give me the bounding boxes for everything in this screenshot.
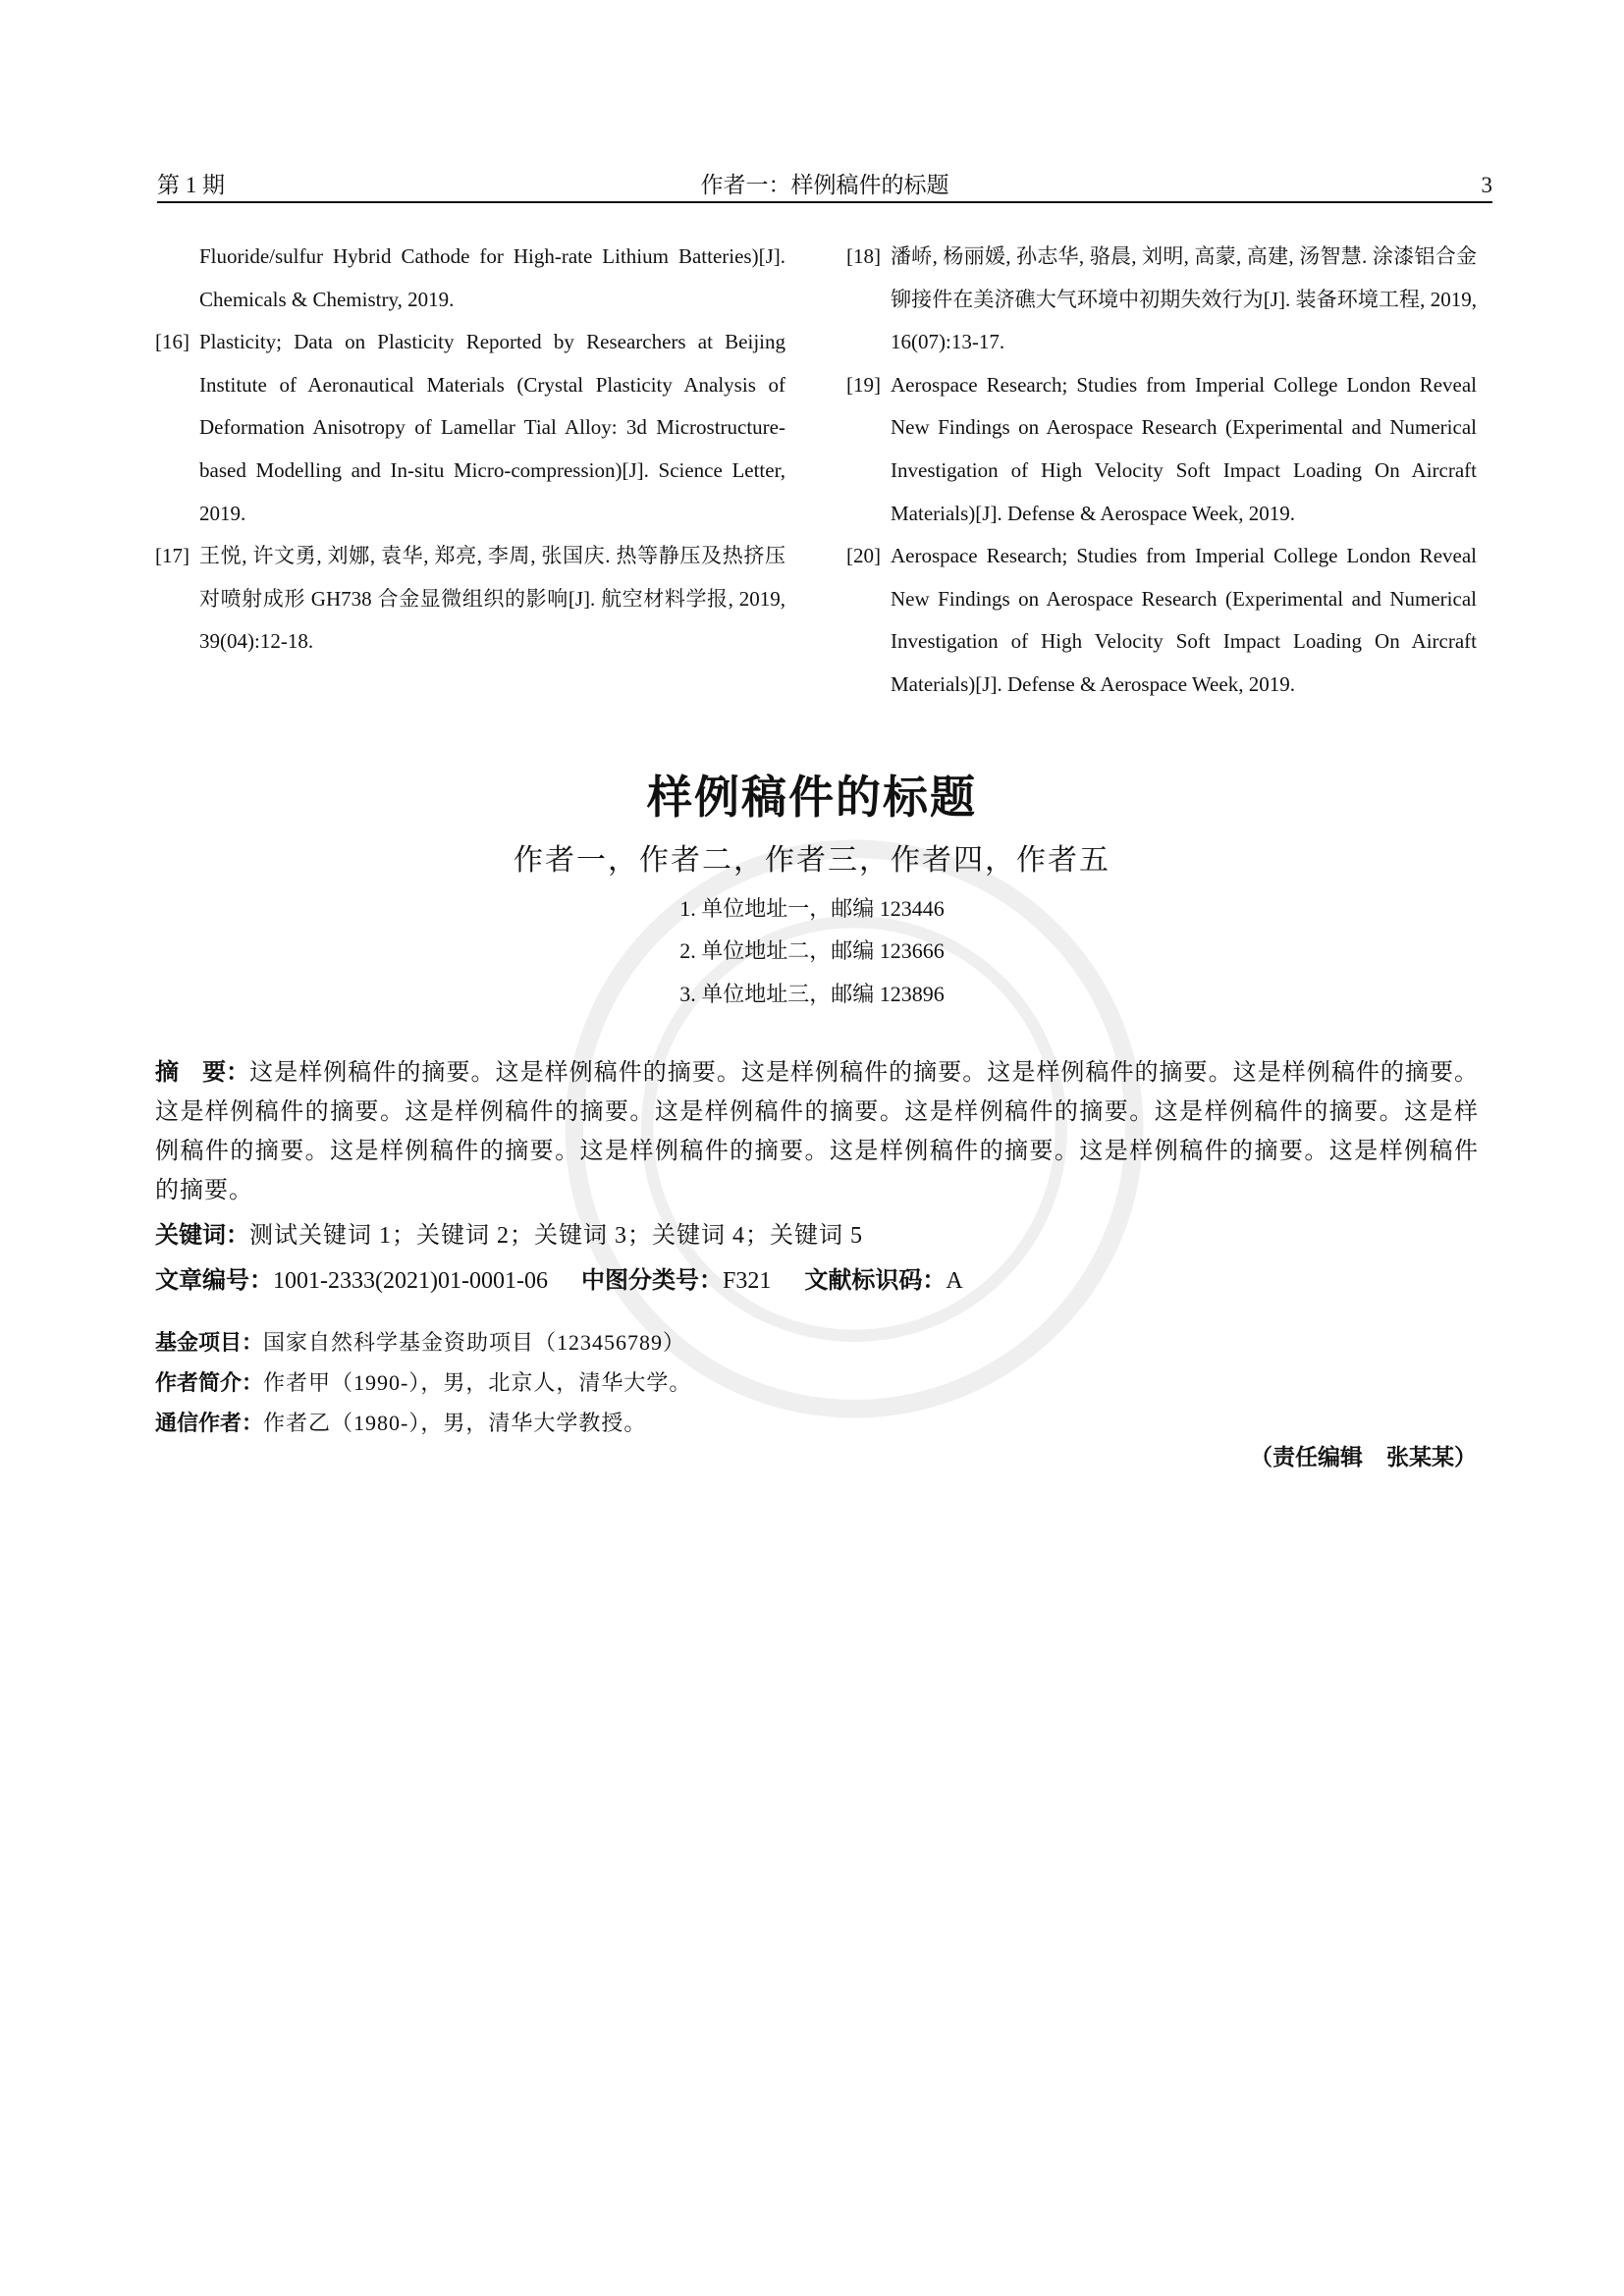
- running-title: 作者一：样例稿件的标题: [700, 173, 949, 197]
- author-bio-text: 作者甲（1990-），男，北京人，清华大学。: [263, 1370, 692, 1395]
- reference-item: [155, 321, 785, 535]
- author-bio-label: 作者简介：: [155, 1371, 264, 1396]
- keywords-text: 测试关键词 1；关键词 2；关键词 3；关键词 4；关键词 5: [249, 1223, 863, 1249]
- references-right-column: [846, 236, 1477, 707]
- reference-text: Aerospace Research; Studies from Imperial College London Reveal New Findings on Aerospace Research (Experimental and Numerical Investigation of High Velocity Soft Impact Loading On Aircraft Materials)[J]. Defense & Aerospace Week, 2019.: [891, 372, 1477, 525]
- affiliation-1: 1. 单位地址一，邮编 123446: [679, 896, 945, 921]
- issue-label: 第 1 期: [157, 173, 225, 197]
- reference-number: [18]: [846, 244, 881, 268]
- running-header: [157, 171, 1492, 200]
- article-number-label: 文章编号：: [155, 1266, 273, 1294]
- keywords-label: 关键词：: [155, 1221, 249, 1249]
- corresponding-author-label: 通信作者：: [155, 1412, 264, 1436]
- abstract-text: 这是样例稿件的摘要。这是样例稿件的摘要。这是样例稿件的摘要。这是样例稿件的摘要。这是样例稿件的摘要。这是样例稿件的摘要。这是样例稿件的摘要。这是样例稿件的摘要。这是样例稿件的摘要。这是样例稿件的摘要。这是样例稿件的摘要。这是样例稿件的摘要。这是样例稿件的摘要。这是样例稿件的摘要。这是样例稿件的摘要。这是样例稿件的摘要。: [155, 1060, 1480, 1203]
- affiliation-2: 2. 单位地址二，邮编 123666: [679, 938, 945, 963]
- reference-item: [846, 236, 1477, 364]
- clc-code: F321: [722, 1268, 772, 1294]
- clc-group: [581, 1268, 771, 1294]
- keywords-line: [155, 1219, 863, 1252]
- reference-number: [17]: [155, 544, 189, 568]
- editor-name: 张某某）: [1386, 1445, 1477, 1470]
- abstract-label: 摘 要：: [155, 1058, 250, 1086]
- reference-text: Plasticity; Data on Plasticity Reported by Researchers at Beijing Institute of Aeronautical Materials (Crystal Plasticity Analysis of Deformation Anisotropy of Lamellar Tial Alloy: 3d Microstructure-based Modelling and In-situ Micro-compression)[J]. Science Letter, 2019.: [199, 330, 785, 525]
- reference-number: [20]: [846, 544, 881, 568]
- fund-line: [155, 1327, 685, 1360]
- affiliation-3: 3. 单位地址三，邮编 123896: [679, 982, 945, 1006]
- reference-text: 潘峤, 杨丽媛, 孙志华, 骆晨, 刘明, 高蒙, 高建, 汤智慧. 涂漆铝合金铆接件在美济礁大气环境中初期失效行为[J]. 装备环境工程, 2019, 16(07):13-17.: [891, 244, 1477, 354]
- reference-number: [16]: [155, 330, 189, 354]
- reference-item: [155, 535, 785, 664]
- header-divider: [157, 201, 1492, 203]
- reference-number: [19]: [846, 372, 881, 397]
- corresponding-author-line: [155, 1408, 646, 1440]
- reference-item: [846, 535, 1477, 706]
- article-identifiers: [155, 1264, 991, 1297]
- editor-role: （责任编辑: [1250, 1445, 1363, 1470]
- reference-text: 王悦, 许文勇, 刘娜, 袁华, 郑亮, 李周, 张国庆. 热等静压及热挤压对喷射成形 GH738 合金显微组织的影响[J]. 航空材料学报, 2019, 39(04):12-18.: [199, 544, 785, 654]
- fund-text: 国家自然科学基金资助项目（123456789）: [263, 1330, 686, 1355]
- corresponding-author-text: 作者乙（1980-），男，清华大学教授。: [263, 1411, 647, 1435]
- reference-text: Aerospace Research; Studies from Imperial College London Reveal New Findings on Aerospace Research (Experimental and Numerical Investigation of High Velocity Soft Impact Loading On Aircraft Materials)[J]. Defense & Aerospace Week, 2019.: [891, 544, 1477, 696]
- article-number: 1001-2333(2021)01-0001-06: [273, 1268, 548, 1294]
- reference-item: [155, 236, 785, 321]
- reference-text: Fluoride/sulfur Hybrid Cathode for High-rate Lithium Batteries)[J]. Chemicals & Chemistry, 2019.: [199, 244, 785, 311]
- doc-code-label: 文献标识码：: [804, 1266, 947, 1294]
- responsible-editor: [1250, 1442, 1477, 1473]
- fund-label: 基金项目：: [155, 1331, 264, 1356]
- page-number: 3: [1481, 173, 1492, 197]
- clc-label: 中图分类号：: [580, 1266, 723, 1294]
- article-number-group: [155, 1268, 548, 1294]
- author-list: 作者一，作者二，作者三，作者四，作者五: [514, 844, 1110, 877]
- abstract-block: [155, 1052, 1479, 1210]
- reference-item: [846, 364, 1477, 535]
- article-title: 样例稿件的标题: [647, 771, 977, 824]
- author-bio-line: [155, 1367, 691, 1400]
- doc-code-group: [804, 1268, 962, 1294]
- references-left-column: [155, 236, 785, 664]
- doc-code: A: [946, 1268, 963, 1294]
